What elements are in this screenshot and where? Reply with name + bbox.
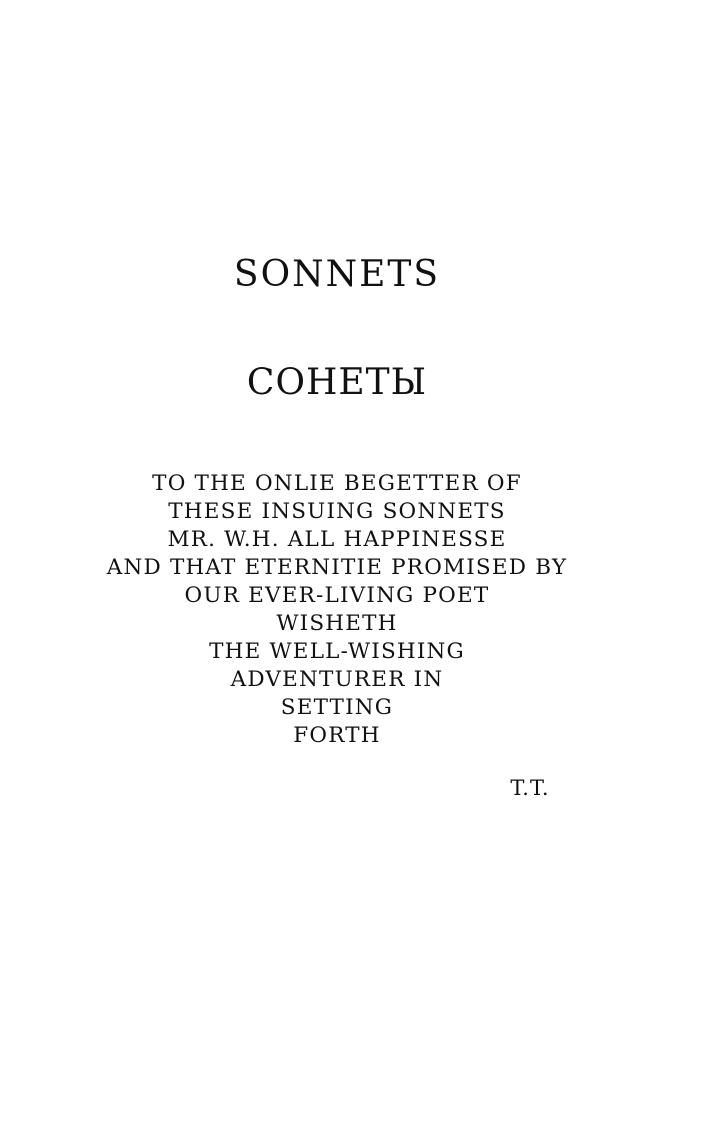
title-english: SONNETS — [233, 254, 441, 295]
dedication-block — [0, 470, 674, 750]
dedication-line: ADVENTURER IN — [230, 667, 444, 692]
title-russian: СОНЕТЫ — [246, 362, 428, 403]
signature-initials: T.T. — [510, 776, 550, 800]
dedication-line: THESE INSUING SONNETS — [168, 499, 506, 524]
dedication-line: THE WELL-WISHING — [209, 639, 465, 664]
dedication-line: TO THE ONLIE BEGETTER OF — [152, 471, 522, 496]
dedication-line: WISHETH — [276, 611, 398, 636]
dedication-line: OUR EVER-LIVING POET — [184, 583, 490, 608]
dedication-line: AND THAT ETERNITIE PROMISED BY — [106, 555, 568, 580]
dedication-line: SETTING — [280, 695, 394, 720]
dedication-line: MR. W.H. ALL HAPPINESSE — [167, 527, 507, 552]
dedication-line: FORTH — [293, 723, 381, 748]
